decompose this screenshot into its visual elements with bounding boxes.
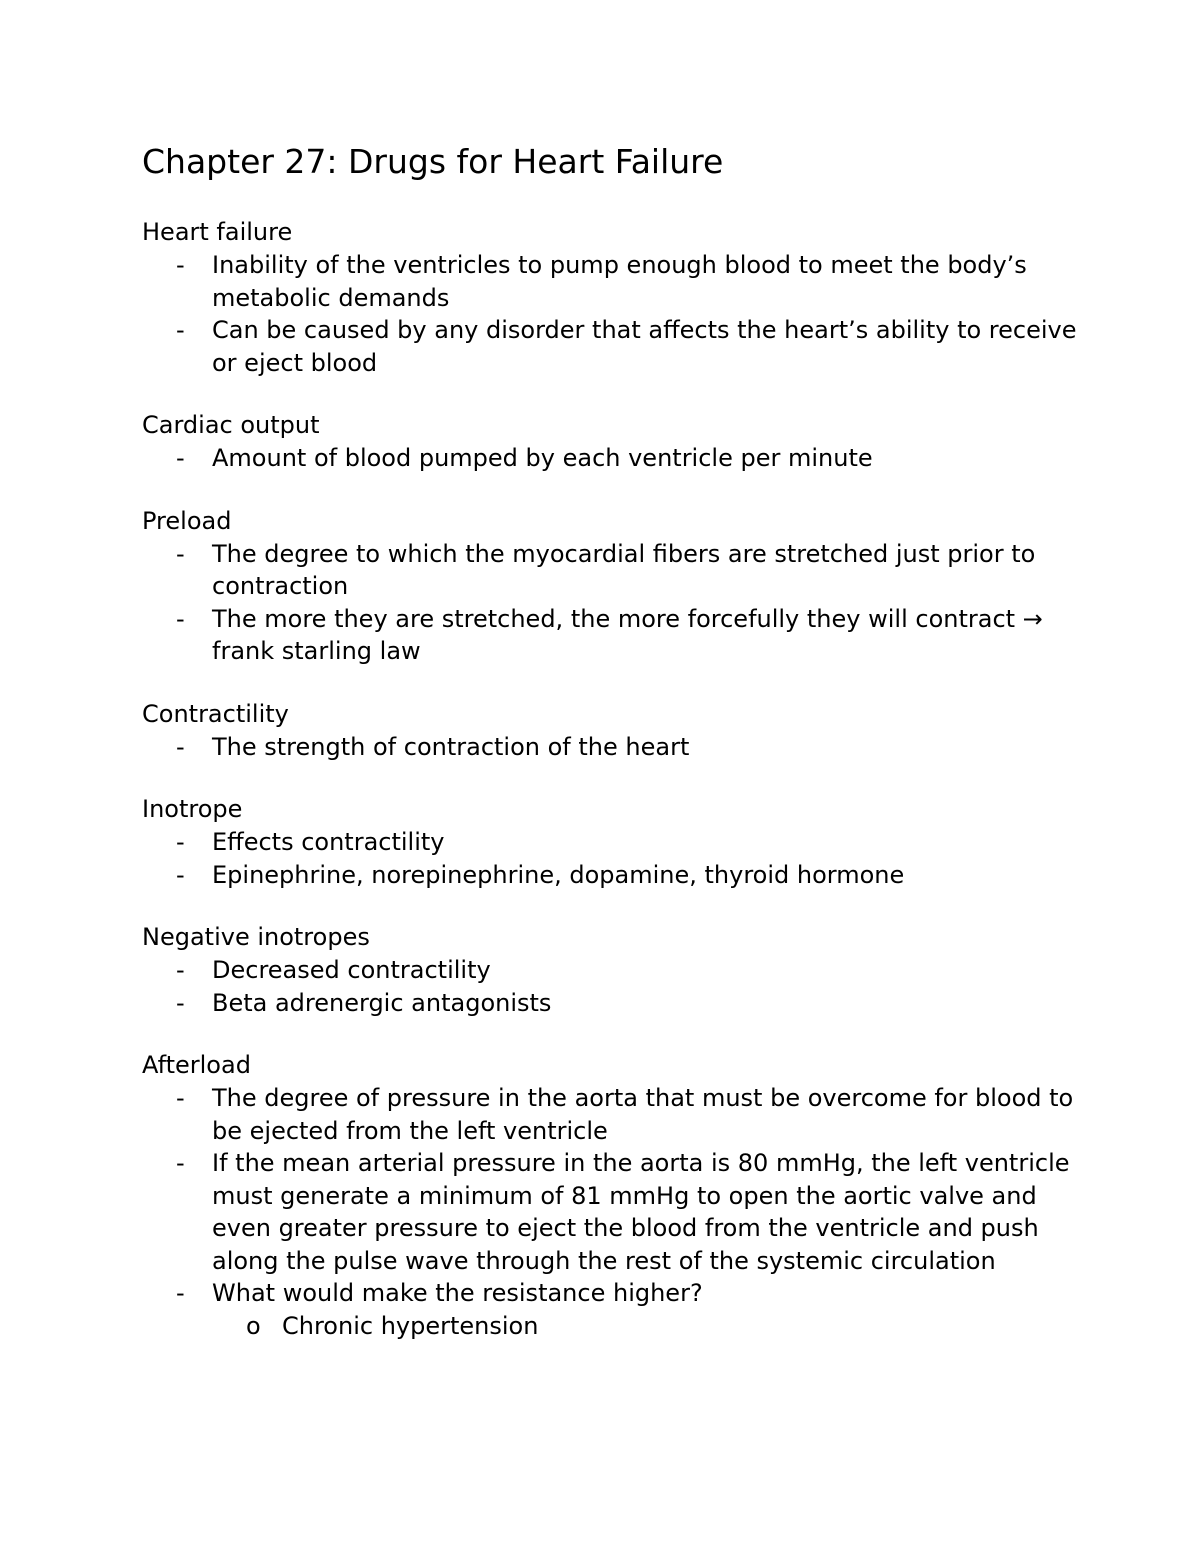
bullet-text: Can be caused by any disorder that affects the heart’s ability to receive or eject blood xyxy=(212,316,1077,377)
circle-marker: o xyxy=(246,1311,261,1340)
bullet-item xyxy=(142,442,1102,475)
bullet-text: The strength of contraction of the heart xyxy=(212,732,690,761)
bullet-list xyxy=(142,954,1102,1019)
dash-marker: - xyxy=(176,1279,185,1307)
section-heading: Afterload xyxy=(142,1051,251,1079)
page-title: Chapter 27: Drugs for Heart Failure xyxy=(142,142,724,181)
section-preload xyxy=(142,505,1102,668)
dash-marker: - xyxy=(176,956,185,984)
bullet-text: Beta adrenergic antagonists xyxy=(212,988,552,1017)
section-contractility xyxy=(142,698,1102,764)
dash-marker: - xyxy=(176,251,185,279)
dash-marker: - xyxy=(176,604,185,633)
dash-marker: - xyxy=(176,316,185,344)
bullet-text: The more they are stretched, the more forcefully they will contract → frank starling law xyxy=(212,604,1043,665)
bullet-item xyxy=(142,1277,1102,1342)
bullet-item xyxy=(142,859,1102,892)
section-heading: Contractility xyxy=(142,699,289,728)
bullet-text: Inability of the ventricles to pump enough blood to meet the body’s metabolic demands xyxy=(212,251,1027,312)
dash-marker: - xyxy=(176,988,185,1017)
section-negative-inotropes xyxy=(142,921,1102,1019)
sub-bullet-text: Chronic hypertension xyxy=(282,1311,539,1340)
bullet-item xyxy=(142,314,1102,379)
dash-marker: - xyxy=(176,732,185,761)
section-inotrope xyxy=(142,793,1102,891)
bullet-list xyxy=(142,442,1102,475)
section-heading: Heart failure xyxy=(142,218,293,246)
document-page xyxy=(142,140,1102,1372)
bullet-text: What would make the resistance higher? xyxy=(212,1279,703,1307)
bullet-item xyxy=(142,731,1102,764)
section-cardiac-output xyxy=(142,409,1102,475)
bullet-text: If the mean arterial pressure in the aorta is 80 mmHg, the left ventricle must generate a minimum of 81 mmHg to open the aortic valve and even greater pressure to eject the blood from the ventricle and push along the pulse wave through the rest of the systemic circulation xyxy=(212,1149,1070,1275)
sub-bullet-list xyxy=(212,1310,1102,1343)
section-heading: Preload xyxy=(142,506,232,535)
dash-marker: - xyxy=(176,1149,185,1177)
bullet-item xyxy=(142,1147,1102,1277)
bullet-list xyxy=(142,826,1102,891)
bullet-text: Epinephrine, norepinephrine, dopamine, thyroid hormone xyxy=(212,860,905,889)
bullet-item xyxy=(142,249,1102,314)
bullet-item xyxy=(142,1082,1102,1147)
dash-marker: - xyxy=(176,828,185,856)
bullet-item xyxy=(142,954,1102,987)
dash-marker: - xyxy=(176,539,185,568)
section-heading: Cardiac output xyxy=(142,411,320,439)
dash-marker: - xyxy=(176,444,185,472)
bullet-item xyxy=(142,603,1102,668)
section-heading: Negative inotropes xyxy=(142,923,370,951)
section-heart-failure xyxy=(142,216,1102,379)
bullet-list xyxy=(142,249,1102,379)
bullet-text: Decreased contractility xyxy=(212,956,491,984)
bullet-item xyxy=(142,826,1102,859)
bullet-text: The degree to which the myocardial fibers are stretched just prior to contraction xyxy=(212,539,1036,600)
bullet-text: Effects contractility xyxy=(212,828,445,856)
bullet-text: Amount of blood pumped by each ventricle per minute xyxy=(212,444,873,472)
bullet-list xyxy=(142,538,1102,668)
bullet-item xyxy=(142,987,1102,1020)
bullet-list xyxy=(142,1082,1102,1342)
section-heading: Inotrope xyxy=(142,795,243,823)
dash-marker: - xyxy=(176,1084,185,1112)
sub-bullet-item xyxy=(212,1310,1102,1343)
section-afterload xyxy=(142,1049,1102,1342)
dash-marker: - xyxy=(176,860,185,889)
bullet-text: The degree of pressure in the aorta that must be overcome for blood to be ejected from the left ventricle xyxy=(212,1084,1074,1145)
bullet-list xyxy=(142,731,1102,764)
bullet-item xyxy=(142,538,1102,603)
